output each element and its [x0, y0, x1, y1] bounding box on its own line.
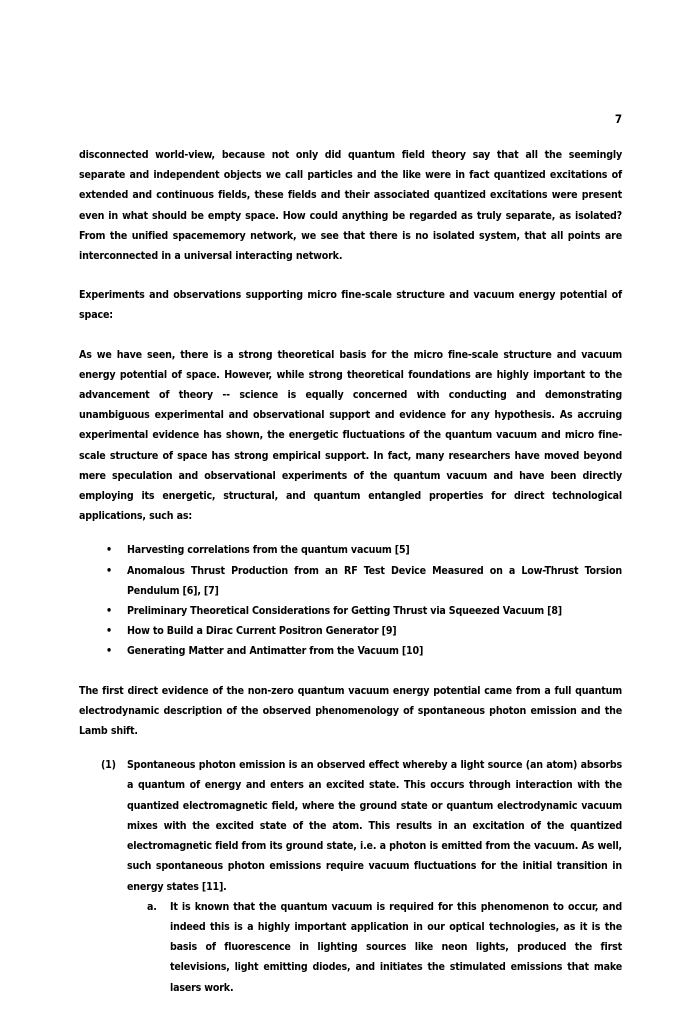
- bullet-icon: •: [106, 625, 112, 638]
- spacer: [79, 326, 622, 345]
- list-item: [79, 561, 622, 601]
- list-item-lead: Spontaneous photon emission: [127, 759, 286, 772]
- spacer: [79, 662, 622, 681]
- list-item-text: How to Build a Dirac Current Positron Generator [9]: [127, 625, 397, 638]
- sub-list: [79, 897, 622, 998]
- list-marker: (1): [101, 759, 116, 772]
- bullet-icon: •: [106, 645, 112, 658]
- paragraph-theoretical-basis: As we have seen, there is a strong theoretical basis for the micro fine-scale structure and vacuum energy potential of space. However, while strong theoretical foundations are highly important to the advancement of theory -- science is equally concerned with conducting and demonstrating unambiguous experimental and observational support and evidence for any hypothesis. As accruing experimental evidence has shown, the energetic fluctuations of the quantum vacuum and micro fine-scale structure of space has strong empirical support. In fact, many researchers have moved beyond mere speculation and observational experiments of the quantum vacuum and have been directly employing its energetic, structural, and quantum entangled properties for direct technological applications, such as:: [79, 348, 622, 523]
- list-item: [79, 540, 622, 560]
- list-item: [79, 621, 622, 641]
- page-number: 7: [614, 112, 622, 126]
- spacer: [79, 526, 622, 540]
- list-item: [79, 641, 622, 661]
- spacer: [79, 741, 622, 755]
- paragraph-intro: disconnected world-view, because not only did quantum field theory say that all the seemingly separate and independent objects we call particles and the like were in fact quantized excitations of extended and continuous fields, these fields and their associated quantized excitations were present even in what should be empty space. How could anything be regarded as truly separate, as isolated? From the unified spacememory network, we see that there is no isolated system, that all points are interconnected in a universal interacting network.: [79, 149, 622, 263]
- list-item-text: Preliminary Theoretical Considerations for Getting Thrust via Squeezed Vacuum [8]: [127, 605, 562, 618]
- bullet-icon: •: [106, 605, 112, 618]
- spacer: [79, 266, 622, 285]
- paragraph-first-evidence: The first direct evidence of the non-zero quantum vacuum energy potential came from a full quantum electrodynamic description of the observed phenomenology of spontaneous photon emission and the Lamb shift.: [79, 684, 622, 738]
- numbered-list-item: [79, 755, 622, 896]
- application-bullet-list: [79, 540, 622, 661]
- list-item-text: Generating Matter and Antimatter from the Vacuum [10]: [127, 645, 424, 658]
- list-item-text: Anomalous Thrust Production from an RF Test Device Measured on a Low-Thrust Torsion Pendulum [6], [7]: [127, 564, 622, 597]
- sub-list-item: [79, 897, 622, 998]
- page-content: [79, 112, 622, 998]
- bullet-icon: •: [106, 544, 112, 557]
- list-item-text: Harvesting correlations from the quantum vacuum [5]: [127, 544, 410, 557]
- numbered-list: [79, 755, 622, 896]
- list-item: [79, 601, 622, 621]
- sub-list-item-text: It is known that the quantum vacuum is required for this phenomenon to occur, and indeed this is a highly important application in our optical technologies, as it is the basis of fluorescence in lighting sources like neon lights, produced the first televisions, light emitting diodes, and initiates the stimulated emissions that make lasers work.: [170, 900, 622, 994]
- section-heading-experiments: Experiments and observations supporting micro fine-scale structure and vacuum energy potential of space:: [79, 289, 622, 322]
- bullet-icon: •: [106, 564, 112, 577]
- sub-list-marker: a.: [147, 900, 157, 913]
- list-item-text: is an observed effect whereby a light source (an atom) absorbs a quantum of energy and enters an excited state. This occurs through interaction with the quantized electromagnetic field, where the ground state or quantum electrodynamic vacuum mixes with the excited state of the atom. This results in an excitation of the quantized electromagnetic field from its ground state, i.e. a photon is emitted from the vacuum. As well, such spontaneous photon emissions require vacuum fluctuations for the initial transition in energy states [11].: [127, 759, 622, 893]
